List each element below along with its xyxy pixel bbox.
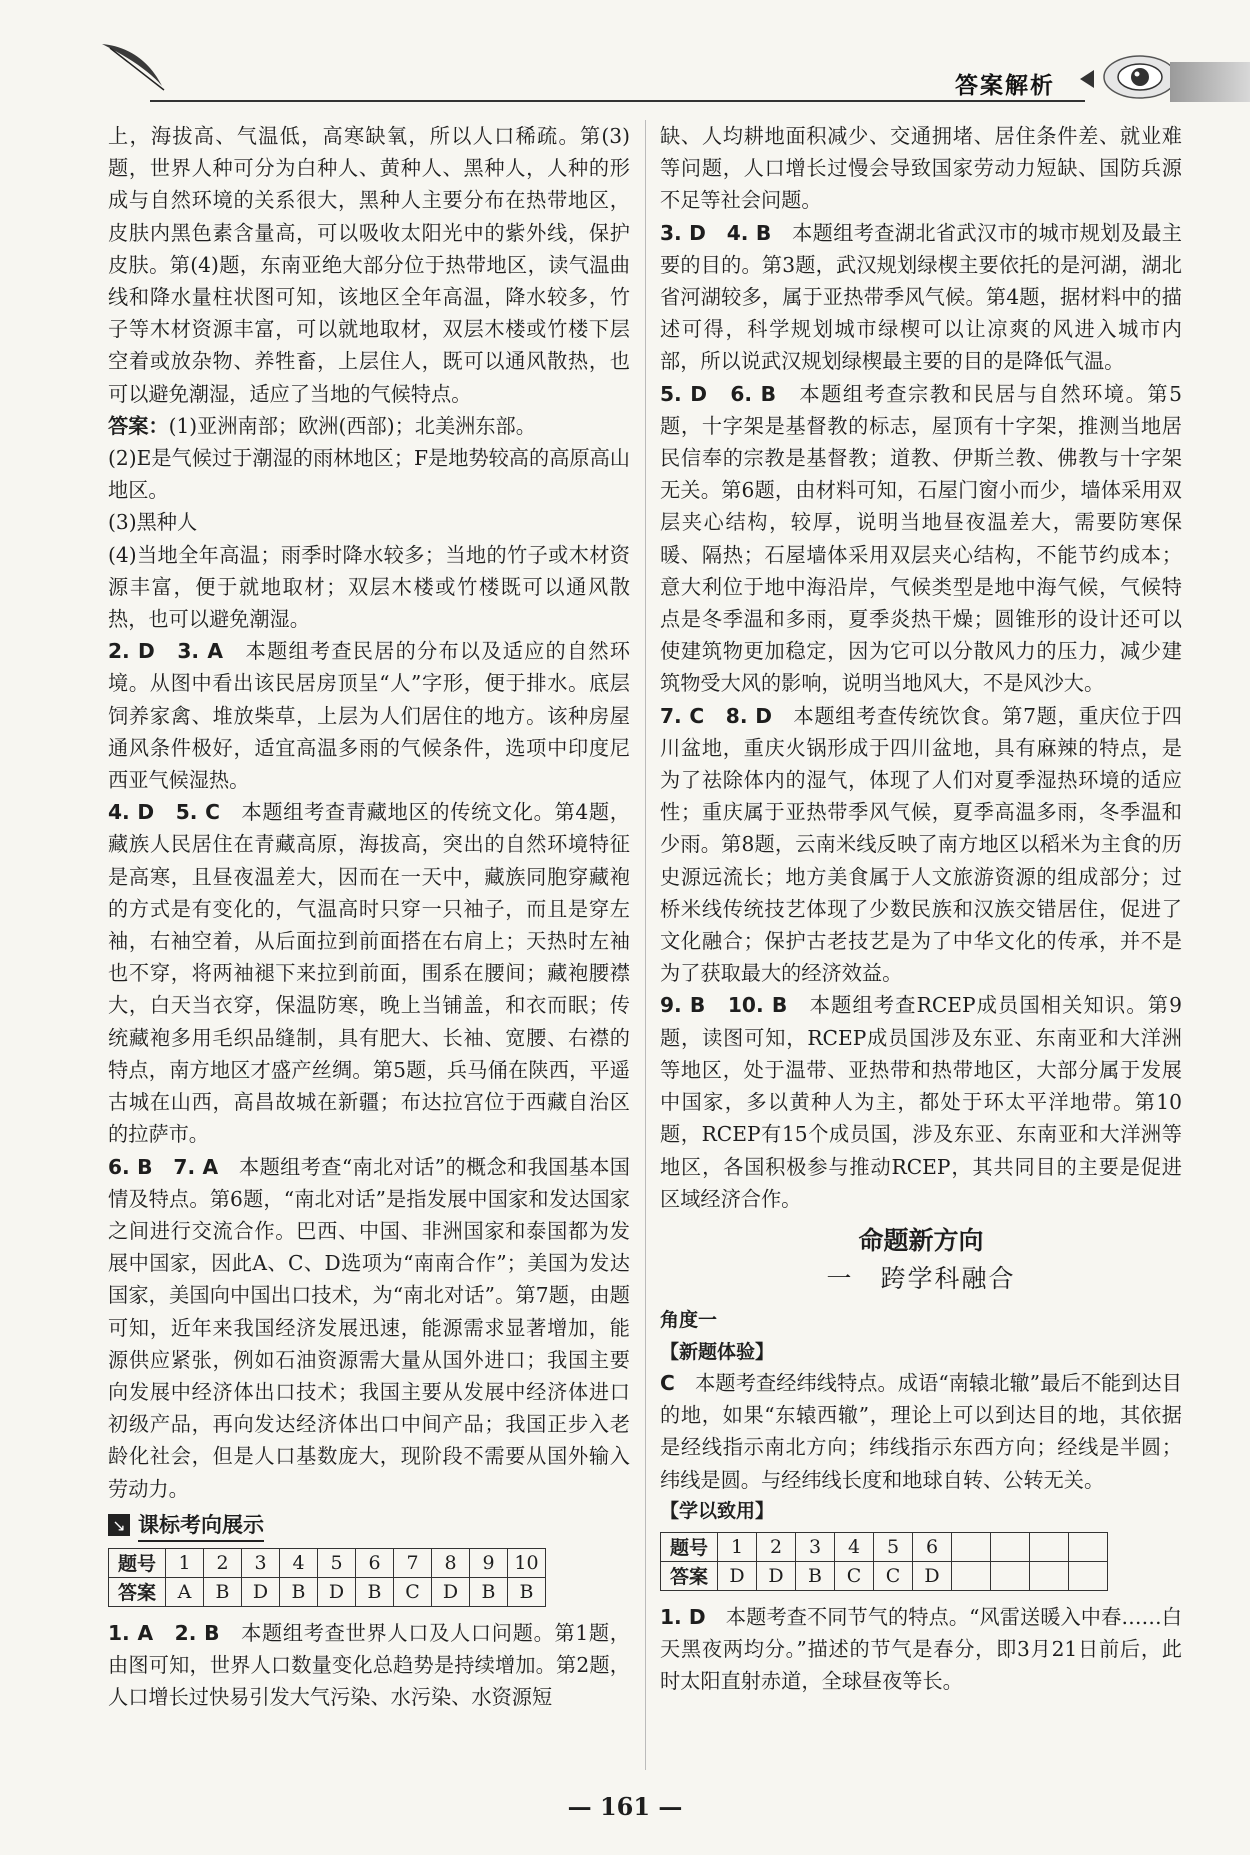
table-row bbox=[109, 1548, 546, 1577]
question-block bbox=[660, 989, 1182, 1214]
question-block bbox=[660, 1601, 1182, 1698]
table-cell: 5 bbox=[318, 1548, 356, 1577]
table-cell: D bbox=[242, 1577, 280, 1606]
answer-line: (3)黑种人 bbox=[108, 510, 198, 535]
table-cell bbox=[952, 1532, 991, 1561]
paragraph: 上，海拔高、气温低，高寒缺氧，所以人口稀疏。第(3)题，世界人种可分为白种人、黄种人、黑种人，人种的形成与自然环境的关系很大，黑种人主要分布在热带地区，皮肤内黑色素含量高，可以吸收太阳光中的紫外线，保护皮肤。第(4)题，东南亚绝大部分位于热带地区，读气温曲线和降水量柱状图可知，该地区全年高温，降水较多，竹子等木材资源丰富，可以就地取材，双层木楼或竹楼下层空着或放杂物、养牲畜，上层住人，既可以通风散热，也可以避免潮湿，适应了当地的气候特点。 bbox=[108, 124, 630, 406]
question-text: 本题组考查民居的分布以及适应的自然环境。从图中看出该民居房顶呈“人”字形，便于排水。底层饲养家禽、堆放柴草，上层为人们居住的地方。该种房屋通风条件极好，适宜高温多雨的气候条件，选项中印度尼西亚气候湿热。 bbox=[108, 639, 630, 793]
block-heading bbox=[108, 1509, 630, 1542]
answer-table bbox=[660, 1532, 1108, 1591]
right-column bbox=[660, 120, 1182, 1697]
answer-line: (2)E是气候过于潮湿的雨林地区；F是地势较高的高原高山地区。 bbox=[108, 446, 630, 503]
question-label: C bbox=[660, 1370, 675, 1395]
left-column bbox=[108, 120, 630, 1713]
table-cell: 8 bbox=[432, 1548, 470, 1577]
question-block bbox=[660, 217, 1182, 378]
section-subtitle: 一 跨学科融合 bbox=[826, 1263, 1016, 1293]
table-cell bbox=[1069, 1532, 1108, 1561]
question-label: 2. D 3. A bbox=[108, 639, 223, 664]
question-text: 本题组考查湖北省武汉市的城市规划及最主要的目的。第3题，武汉规划绿楔主要依托的是河湖，湖北省河湖较多，属于亚热带季风气候。第4题，据材料中的描述可得，科学规划城市绿楔可以让凉爽的风进入城市内部，所以说武汉规划绿楔最主要的目的是降低气温。 bbox=[660, 220, 1182, 374]
question-label: 1. D bbox=[660, 1604, 706, 1629]
question-text: 本题组考查世界人口及人口问题。第1题，由图可知，世界人口数量变化总趋势是持续增加。第2题，人口增长过快易引发大气污染、水污染、水资源短 bbox=[108, 1620, 630, 1710]
table-cell: 2 bbox=[757, 1532, 796, 1561]
table-cell: 10 bbox=[508, 1548, 546, 1577]
question-label: 7. C 8. D bbox=[660, 703, 772, 728]
angle-heading: 角度一 bbox=[660, 1308, 718, 1331]
table-cell: 6 bbox=[913, 1532, 952, 1561]
table-row bbox=[661, 1561, 1108, 1590]
table-cell bbox=[952, 1561, 991, 1590]
block-title: 课标考向展示 bbox=[138, 1509, 264, 1542]
question-label: 6. B 7. A bbox=[108, 1154, 219, 1179]
question-label: 9. B 10. B bbox=[660, 993, 788, 1018]
table-cell: 1 bbox=[166, 1548, 204, 1577]
question-text: 本题组考查RCEP成员国相关知识。第9题，读图可知，RCEP成员国涉及东亚、东南亚和大洋洲等地区，处于温带、亚热带和热带地区，大部分属于发展中国家，多以黄种人为主，都处于环太平洋地带。第10题，RCEP有15个成员国，涉及东亚、东南亚和大洋洲等地区，各国积极参与推动RCEP，其共同目的主要是促进区域经济合作。 bbox=[660, 993, 1182, 1211]
table-cell: C bbox=[874, 1561, 913, 1590]
table-cell: B bbox=[280, 1577, 318, 1606]
new-experience-heading: 【新题体验】 bbox=[660, 1340, 775, 1363]
table-cell: C bbox=[835, 1561, 874, 1590]
table-cell bbox=[1069, 1561, 1108, 1590]
quill-icon bbox=[100, 40, 170, 95]
question-label: 4. D 5. C bbox=[108, 800, 220, 825]
table-cell: 3 bbox=[242, 1548, 280, 1577]
table-cell: A bbox=[166, 1577, 204, 1606]
table-cell: 1 bbox=[718, 1532, 757, 1561]
question-text: 本题组考查“南北对话”的概念和我国基本国情及特点。第6题，“南北对话”是指发展中国家和发达国家之间进行交流合作。巴西、中国、非洲国家和泰国都为发展中国家，因此A、C、D选项为“南南合作”；美国为发达国家，美国向中国出口技术，为“南北对话”。第7题，由题可知，近年来我国经济发展迅速，能源需求显著增加，能源供应紧张，例如石油资源需大量从国外进口；我国主要向发展中经济体出口技术；我国主要从发展中经济体进口初级产品，再向发达经济体出口中间产品；我国正步入老龄化社会，但是人口基数庞大，现阶段不需要从国外输入劳动力。 bbox=[108, 1154, 630, 1501]
table-cell: 2 bbox=[204, 1548, 242, 1577]
table-header: 答案 bbox=[661, 1561, 718, 1590]
table-cell: D bbox=[718, 1561, 757, 1590]
table-cell: D bbox=[757, 1561, 796, 1590]
table-cell: B bbox=[508, 1577, 546, 1606]
answer-line bbox=[108, 410, 630, 442]
question-block bbox=[108, 1151, 630, 1505]
header-rule bbox=[150, 100, 1085, 102]
question-label: 3. D 4. B bbox=[660, 220, 772, 245]
section-title: 命题新方向 bbox=[858, 1225, 984, 1255]
header-title: 答案解析 bbox=[955, 73, 1055, 99]
answer-label: 答案： bbox=[108, 413, 169, 438]
question-text: 本题组考查青藏地区的传统文化。第4题，藏族人民居住在青藏高原，海拔高，突出的自然环境特征是高寒，且昼夜温差大，因而在一天中，藏族同胞穿藏袍的方式是有变化的，气温高时只穿一只袖子，而且是穿左袖，右袖空着，从后面拉到前面搭在右肩上；天热时左袖也不穿，将两袖褪下来拉到前面，围系在腰间；藏袍腰襟大，白天当衣穿，保温防寒，晚上当铺盖，和衣而眠；传统藏袍多用毛织品缝制，具有肥大、长袖、宽腰、右襟的特点，南方地区才盛产丝绸。第5题，兵马俑在陕西，平遥古城在山西，高昌故城在新疆；布达拉宫位于西藏自治区的拉萨市。 bbox=[108, 800, 630, 1147]
table-cell: 6 bbox=[356, 1548, 394, 1577]
table-row bbox=[109, 1577, 546, 1606]
table-cell: 4 bbox=[835, 1532, 874, 1561]
table-cell: 7 bbox=[394, 1548, 432, 1577]
question-label: 1. A 2. B bbox=[108, 1620, 220, 1645]
question-block bbox=[660, 700, 1182, 990]
table-cell: C bbox=[394, 1577, 432, 1606]
table-cell: D bbox=[913, 1561, 952, 1590]
page-number: — 161 — bbox=[567, 1792, 683, 1821]
apply-heading: 【学以致用】 bbox=[660, 1499, 775, 1522]
question-block bbox=[108, 796, 630, 1150]
question-block bbox=[108, 635, 630, 796]
page-header bbox=[0, 0, 1250, 110]
answer-text: (1)亚洲南部；欧洲(西部)；北美洲东部。 bbox=[168, 413, 536, 438]
paragraph: 缺、人均耕地面积减少、交通拥堵、居住条件差、就业难等问题，人口增长过慢会导致国家劳动力短缺、国防兵源不足等社会问题。 bbox=[660, 124, 1182, 213]
table-cell: B bbox=[204, 1577, 242, 1606]
answer-table bbox=[108, 1548, 546, 1607]
table-header: 答案 bbox=[109, 1577, 166, 1606]
table-cell: 5 bbox=[874, 1532, 913, 1561]
question-label: 5. D 6. B bbox=[660, 381, 777, 406]
question-block bbox=[108, 1617, 630, 1714]
table-header: 题号 bbox=[109, 1548, 166, 1577]
column-divider bbox=[645, 120, 646, 1770]
header-arrow-icon bbox=[1080, 70, 1094, 88]
question-text: 本题组考查传统饮食。第7题，重庆位于四川盆地，重庆火锅形成于四川盆地，具有麻辣的特点，是为了祛除体内的湿气，体现了人们对夏季湿热环境的适应性；重庆属于亚热带季风气候，夏季高温多雨，冬季温和少雨。第8题，云南米线反映了南方地区以稻米为主食的历史源远流长；地方美食属于人文旅游资源的组成部分；过桥米线传统技艺体现了少数民族和汉族交错居住，促进了文化融合；保护古老技艺是为了中华文化的传承，并不是为了获取最大的经济效益。 bbox=[660, 703, 1182, 986]
answer-line: (4)当地全年高温；雨季时降水较多；当地的竹子或木材资源丰富，便于就地取材；双层木楼或竹楼既可以通风散热，也可以避免潮湿。 bbox=[108, 542, 630, 632]
header-band bbox=[1170, 62, 1250, 102]
question-text: 本题考查经纬线特点。成语“南辕北辙”最后不能到达目的地，如果“东辕西辙”，理论上可以到达目的地，其依据是经线指示南北方向；纬线指示东西方向；经线是半圆；纬线是圆。与经纬线长度和地球自转、公转无关。 bbox=[660, 1370, 1182, 1492]
table-cell: D bbox=[432, 1577, 470, 1606]
table-cell: 3 bbox=[796, 1532, 835, 1561]
question-block bbox=[660, 1367, 1182, 1496]
question-text: 本题考查不同节气的特点。“风雷送暖入中春……白天黑夜两均分。”描述的节气是春分，即3月21日前后，此时太阳直射赤道，全球昼夜等长。 bbox=[660, 1604, 1182, 1694]
table-cell: D bbox=[318, 1577, 356, 1606]
question-text: 本题组考查宗教和民居与自然环境。第5题，十字架是基督教的标志，屋顶有十字架，推测当地居民信奉的宗教是基督教；道教、伊斯兰教、佛教与十字架无关。第6题，由材料可知，石屋门窗小而少，墙体采用双层夹心结构，较厚，说明当地昼夜温差大，需要防寒保暖、隔热；石屋墙体采用双层夹心结构，不能节约成本；意大利位于地中海沿岸，气候类型是地中海气候，气候特点是冬季温和多雨，夏季炎热干燥；圆锥形的设计还可以使建筑物更加稳定，因为它可以分散风力的压力，减少建筑物受大风的影响，说明当地风大，不是风沙大。 bbox=[660, 381, 1182, 696]
table-cell: 9 bbox=[470, 1548, 508, 1577]
table-cell bbox=[1030, 1561, 1069, 1590]
table-cell: B bbox=[796, 1561, 835, 1590]
table-row bbox=[661, 1532, 1108, 1561]
table-cell bbox=[1030, 1532, 1069, 1561]
check-arrow-icon: ↘ bbox=[108, 1514, 130, 1536]
eye-logo-icon bbox=[1100, 52, 1180, 102]
table-cell: B bbox=[470, 1577, 508, 1606]
table-cell bbox=[991, 1532, 1030, 1561]
table-header: 题号 bbox=[661, 1532, 718, 1561]
table-cell bbox=[991, 1561, 1030, 1590]
question-block bbox=[660, 378, 1182, 700]
table-cell: B bbox=[356, 1577, 394, 1606]
table-cell: 4 bbox=[280, 1548, 318, 1577]
